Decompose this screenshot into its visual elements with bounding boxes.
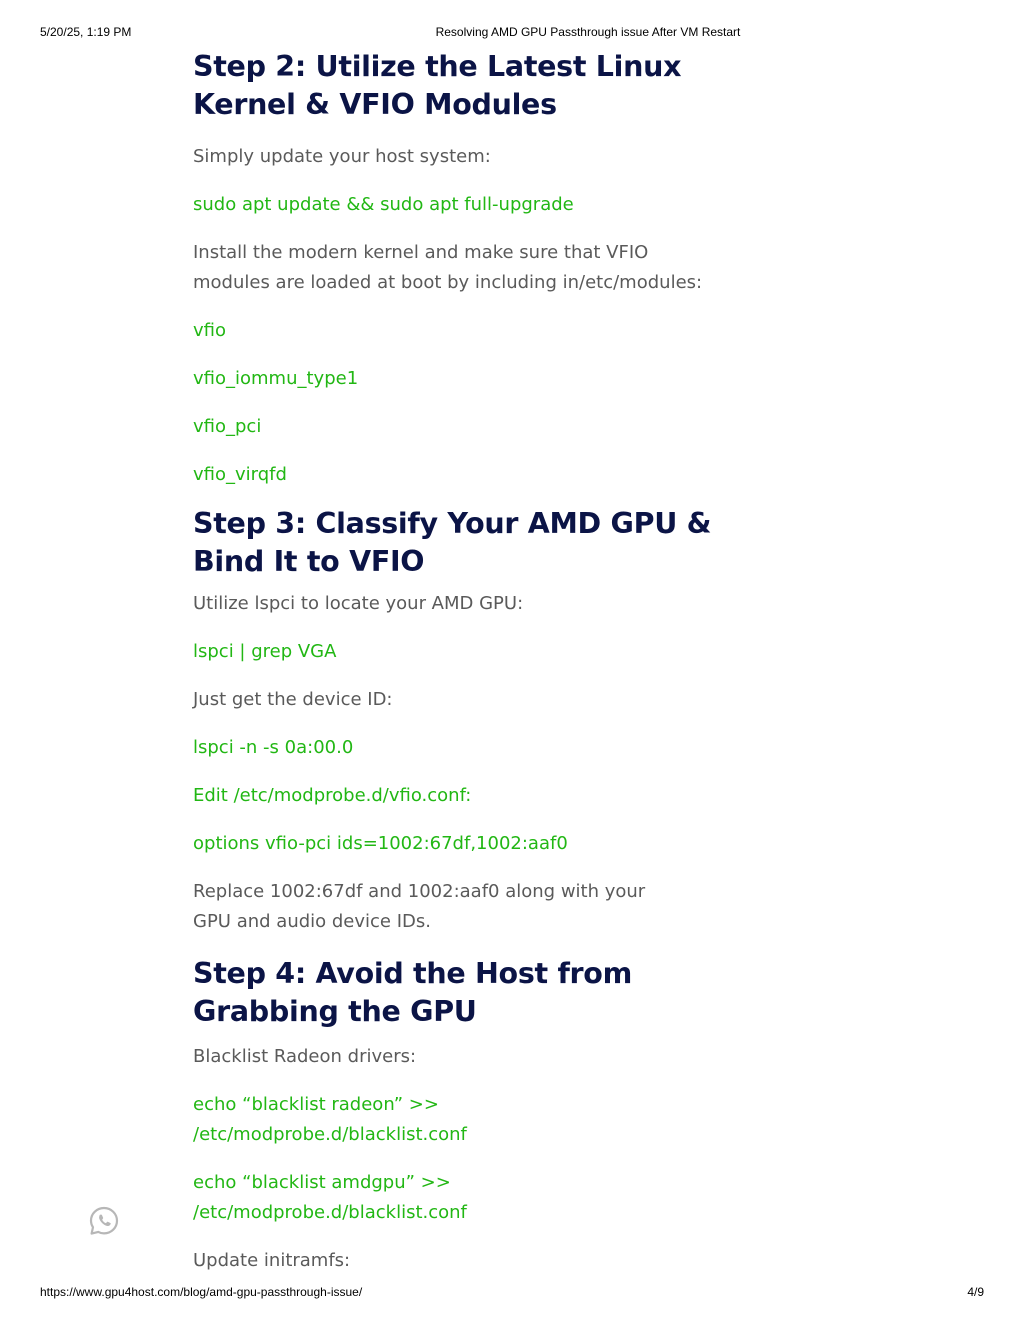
step4-cmd2-line2: /etc/modprobe.d/blacklist.conf bbox=[193, 1202, 467, 1223]
step4-heading bbox=[193, 955, 733, 1031]
module-vfio-virqfd: vfio_virqfd bbox=[193, 464, 287, 485]
step3-replace-line2: GPU and audio device IDs. bbox=[193, 911, 431, 932]
print-header bbox=[0, 25, 1024, 45]
step2-install-text bbox=[193, 238, 733, 298]
step3-cmd-device: lspci -n -s 0a:00.0 bbox=[193, 737, 354, 758]
step4-cmd-blacklist-amdgpu bbox=[193, 1168, 733, 1228]
article-content bbox=[193, 48, 733, 1276]
step3-heading bbox=[193, 505, 733, 581]
step3-edit-line: Edit /etc/modprobe.d/vfio.conf: bbox=[193, 785, 472, 806]
step4-heading-line2: Grabbing the GPU bbox=[193, 995, 477, 1028]
step3-heading-line2: Bind It to VFIO bbox=[193, 545, 425, 578]
module-vfio: vfio bbox=[193, 320, 227, 341]
print-url: https://www.gpu4host.com/blog/amd-gpu-passthrough-issue/ bbox=[40, 1285, 363, 1299]
print-title: Resolving AMD GPU Passthrough issue After VM Restart bbox=[435, 25, 741, 39]
step2-command: sudo apt update && sudo apt full-upgrade bbox=[193, 194, 574, 215]
step2-install-line1: Install the modern kernel and make sure that VFIO bbox=[193, 242, 649, 263]
step4-intro: Blacklist Radeon drivers: bbox=[193, 1046, 417, 1067]
module-vfio-pci: vfio_pci bbox=[193, 416, 262, 437]
step4-heading-line1: Step 4: Avoid the Host from bbox=[193, 957, 632, 990]
step3-replace-text bbox=[193, 877, 733, 937]
print-footer bbox=[0, 1285, 1024, 1305]
step4-update-initramfs: Update initramfs: bbox=[193, 1250, 351, 1271]
print-page-number: 4/9 bbox=[967, 1285, 984, 1299]
step2-intro: Simply update your host system: bbox=[193, 146, 491, 167]
step3-cmd-lspci: lspci | grep VGA bbox=[193, 641, 337, 662]
step3-options-line: options vfio-pci ids=1002:67df,1002:aaf0 bbox=[193, 833, 568, 854]
step3-replace-line1: Replace 1002:67df and 1002:aaf0 along with your bbox=[193, 881, 646, 902]
step2-heading-line1: Step 2: Utilize the Latest Linux bbox=[193, 50, 682, 83]
step2-install-line2: modules are loaded at boot by including in/etc/modules: bbox=[193, 272, 703, 293]
step3-device-id-text: Just get the device ID: bbox=[193, 689, 393, 710]
step4-cmd1-line1: echo “blacklist radeon” >> bbox=[193, 1094, 439, 1115]
whatsapp-icon[interactable] bbox=[88, 1205, 120, 1237]
step4-cmd2-line1: echo “blacklist amdgpu” >> bbox=[193, 1172, 451, 1193]
step3-intro: Utilize lspci to locate your AMD GPU: bbox=[193, 593, 524, 614]
step4-cmd1-line2: /etc/modprobe.d/blacklist.conf bbox=[193, 1124, 467, 1145]
step2-heading bbox=[193, 48, 733, 124]
print-datetime: 5/20/25, 1:19 PM bbox=[40, 25, 132, 39]
step2-heading-line2: Kernel & VFIO Modules bbox=[193, 88, 557, 121]
step3-heading-line1: Step 3: Classify Your AMD GPU & bbox=[193, 507, 712, 540]
module-vfio-iommu-type1: vfio_iommu_type1 bbox=[193, 368, 359, 389]
step4-cmd-blacklist-radeon bbox=[193, 1090, 733, 1150]
